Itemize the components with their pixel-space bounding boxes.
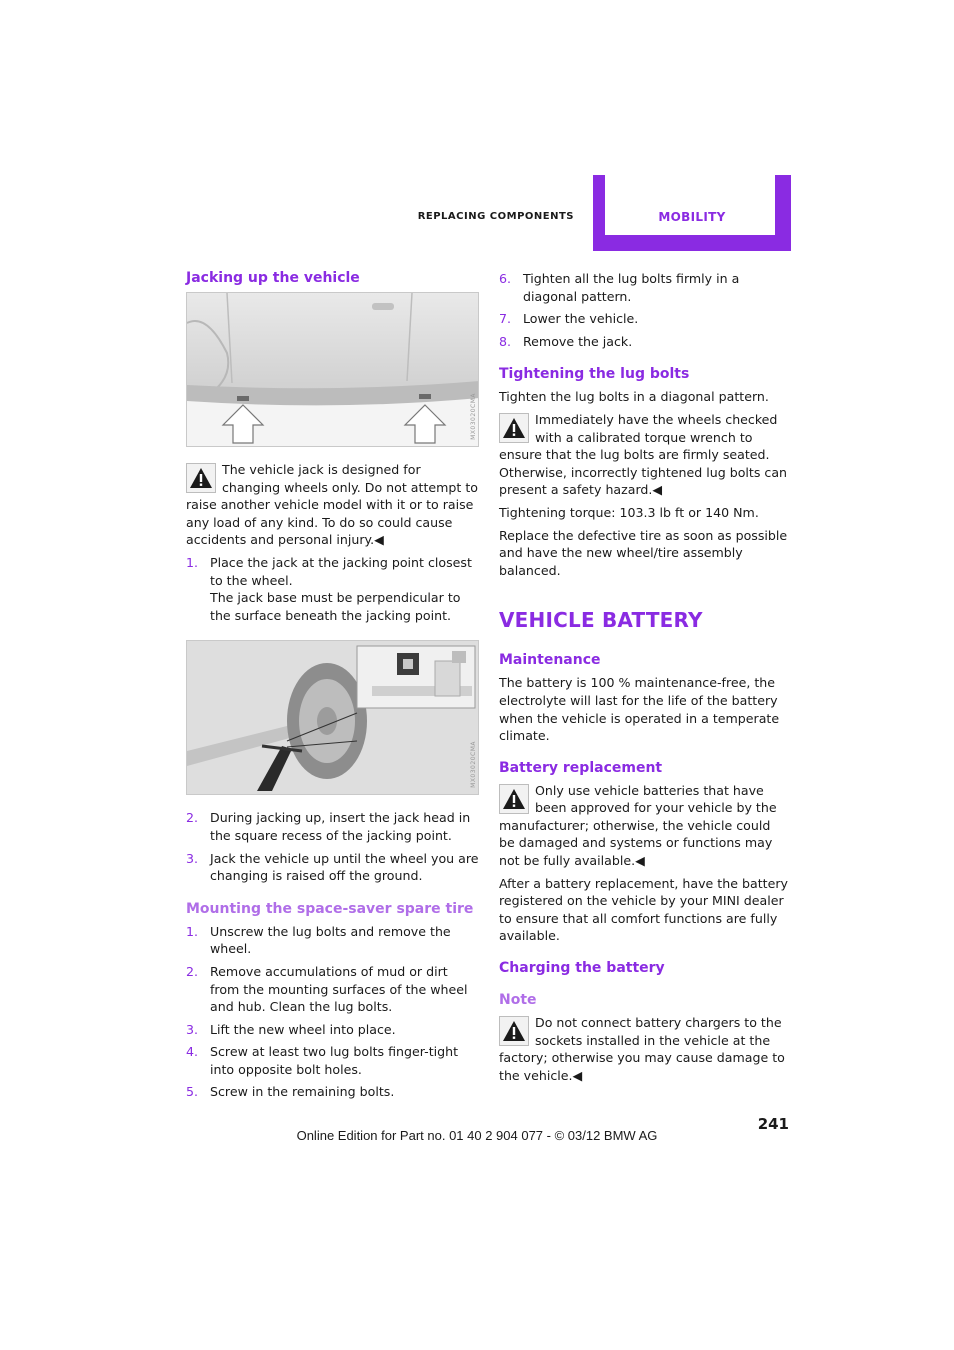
- warning-torque-check: [499, 411, 790, 499]
- paragraph-after-replacement: After a battery replacement, have the battery registered on the vehicle by your MINI dealer to ensure that all comfort functions are fully available.: [499, 875, 788, 944]
- list-item: 7. Lower the vehicle.: [499, 311, 639, 327]
- page-number: 241: [757, 1115, 789, 1133]
- warning-text: Do not connect battery chargers to the sockets installed in the vehicle at the factory; otherwise you may cause damage to the vehicle.◀: [499, 1015, 785, 1083]
- list-item: 1. Unscrew the lug bolts and remove the wheel.: [186, 923, 451, 957]
- heading-vehicle-battery: VEHICLE BATTERY: [499, 608, 703, 633]
- list-item: 5. Screw in the remaining bolts.: [186, 1084, 395, 1100]
- list-item: 3. Jack the vehicle up until the wheel you are changing is raised off the ground.: [186, 850, 479, 884]
- paragraph-replace-tire: Replace the defective tire as soon as possible and have the new wheel/tire assembly balanced.: [499, 527, 788, 578]
- figure-jack-placement: [186, 640, 479, 795]
- figure-code: MX03020CMA: [470, 741, 477, 789]
- warning-triangle-icon: [499, 413, 529, 443]
- car-side-illustration: [187, 293, 479, 447]
- list-item: 2. Remove accumulations of mud or dirt from the mounting surfaces of the wheel and hub. Clean the lug bolts.: [186, 963, 468, 1015]
- list-item: 6. Tighten all the lug bolts firmly in a diagonal pattern.: [499, 271, 740, 304]
- steps-list-c: [186, 923, 479, 1101]
- list-item: 3. Lift the new wheel into place.: [186, 1021, 396, 1037]
- heading-tightening: Tightening the lug bolts: [499, 366, 690, 383]
- steps-list-a: [186, 554, 479, 624]
- warning-triangle-icon: [186, 463, 216, 493]
- warning-triangle-icon: [499, 784, 529, 814]
- figure-jacking-points: [186, 292, 479, 447]
- footer-edition: Online Edition for Part no. 01 40 2 904 077 - © 03/12 BMW AG: [296, 1128, 658, 1143]
- paragraph-torque: Tightening torque: 103.3 lb ft or 140 Nm.: [499, 504, 759, 520]
- jack-under-car-illustration: [187, 641, 479, 795]
- heading-battery-replacement: Battery replacement: [499, 759, 663, 776]
- warning-jack-use: [186, 461, 479, 549]
- warning-text: The vehicle jack is designed for changing wheels only. Do not attempt to raise another vehicle model with it or to raise any load of any kind. To do so could cause accidents and personal injury.◀: [186, 462, 478, 548]
- figure-code: MX03020CMA: [470, 393, 477, 440]
- list-item: 1. Place the jack at the jacking point closest to the wheel. The jack base must be perpendicular to the surface beneath the jacking point.: [186, 554, 472, 623]
- steps-list-d: [499, 270, 790, 350]
- chapter-title: MOBILITY: [658, 210, 726, 224]
- heading-jacking: Jacking up the vehicle: [186, 270, 360, 286]
- chapter-tab: [593, 175, 791, 251]
- paragraph-tighten: Tighten the lug bolts in a diagonal pattern.: [499, 389, 769, 405]
- list-item: 4. Screw at least two lug bolts finger-tight into opposite bolt holes.: [186, 1044, 459, 1077]
- heading-note: Note: [499, 992, 537, 1009]
- chapter-tab-inner: [605, 175, 775, 235]
- heading-mounting: Mounting the space-saver spare tire: [186, 900, 474, 917]
- right-column: [499, 270, 790, 1089]
- steps-list-b: [186, 809, 479, 884]
- warning-approved-batteries: [499, 782, 790, 870]
- heading-maintenance: Maintenance: [499, 652, 601, 669]
- warning-text: Immediately have the wheels checked with a calibrated torque wrench to ensure that the lug bolts are firmly seated. Otherwise, incorrectly tightened lug bolts can present a safety hazard.◀: [499, 411, 788, 498]
- warning-triangle-icon: [499, 1016, 529, 1046]
- warning-chargers: [499, 1014, 790, 1084]
- heading-charging: Charging the battery: [499, 960, 665, 977]
- list-item: 2. During jacking up, insert the jack head in the square recess of the jacking point.: [186, 810, 471, 843]
- running-header-section: REPLACING COMPONENTS: [417, 211, 574, 222]
- paragraph-maintenance: The battery is 100 % maintenance-free, the electrolyte will last for the life of the battery when the vehicle is operated in a temperate climate.: [499, 675, 780, 744]
- list-item: 8. Remove the jack.: [499, 333, 633, 349]
- warning-text: Only use vehicle batteries that have been approved for your vehicle by the manufacturer; otherwise, the vehicle could be damaged and systems or functions may not be fully available.◀: [499, 782, 777, 869]
- left-column: [186, 270, 479, 1107]
